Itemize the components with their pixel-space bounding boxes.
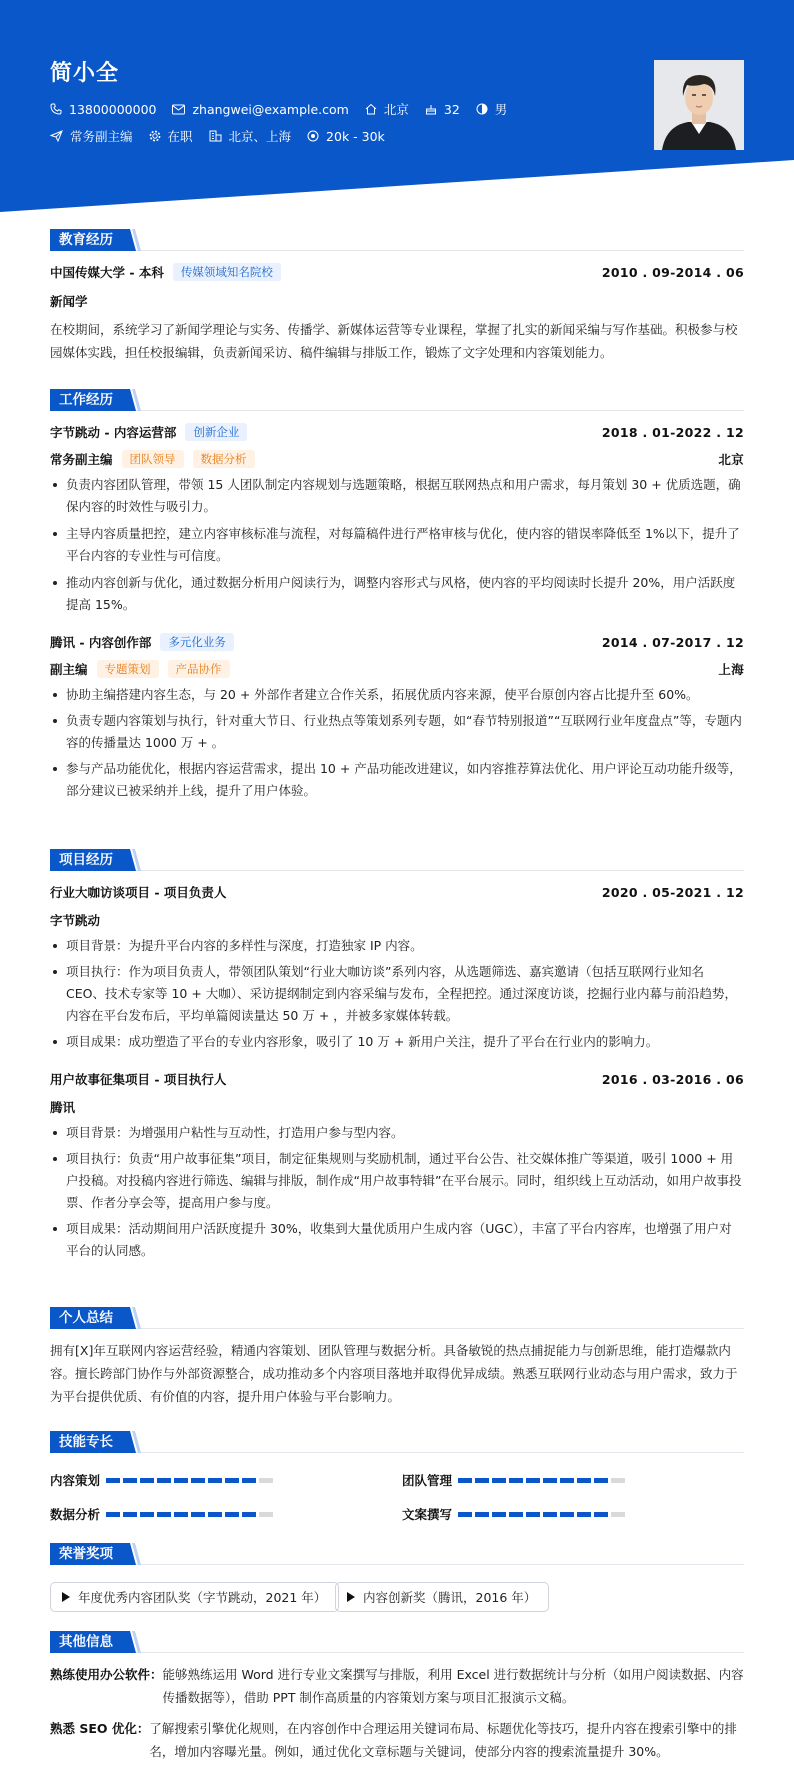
section-header [50,389,744,411]
entry-title [50,263,281,281]
skill-level-segment [577,1512,591,1517]
project-header [50,1070,744,1088]
section-title: 个人总结 [50,1307,122,1329]
email-item [172,102,348,117]
skill-level-segment [560,1512,574,1517]
age-text: 32 [443,101,460,117]
skill-name: 数据分析 [50,1507,101,1522]
skill-level-bar [106,1512,276,1517]
project-entry [50,1070,744,1262]
skill-name: 团队管理 [402,1473,453,1488]
skill-item [50,1505,276,1523]
other-section [50,1631,744,1763]
role-tag: 数据分析 [193,450,255,468]
skill-level-segment [242,1512,256,1517]
salary-text: 20k - 30k [326,128,385,144]
section-header [50,849,744,871]
skill-level-segment [208,1478,222,1483]
role-row [50,660,744,678]
send-icon [50,130,63,142]
skill-level-segment [492,1478,506,1483]
summary-text: 拥有[X]年互联网内容运营经验，精通内容策划、团队管理与数据分析。具备敏锐的热点捕捉能力与创新思维，能打造爆款内容。擅长跨部门协作与外部资源整合，成功推动多个内容项目落地并取得优异成绩。熟悉互联网行业动态与用户需求，致力于为平台提供优质、有价值的内容，提升用户体验与平台影响力。 [50,1343,738,1404]
skill-level-segment [225,1478,239,1483]
role-title [50,450,255,468]
section-header [50,1431,744,1453]
section-header [50,229,744,251]
list-item: 负责专题内容策划与执行，针对重大节日、行业热点等策划系列专题，如“春节特别报道”“互联网行业年度盘点”等，专题内容的传播量达 1000 万 + 。 [50,710,744,754]
candidate-name: 简小全 [50,61,120,86]
project-bullets [50,935,744,1053]
position-item [50,127,133,145]
skills-section [50,1431,744,1531]
triangle-icon [347,1592,355,1602]
skill-level-segment [492,1512,506,1517]
skill-level-segment [140,1512,154,1517]
list-item: 项目执行：负责“用户故事征集”项目，制定征集规则与奖励机制，通过平台公告、社交媒体推广等渠道，吸引 1000 + 用户投稿。对投稿内容进行筛选、编辑与排版，制作成“用户故事特辑”在平台展示。同时，组织线上互动活动，如用户故事投票、作者分享会等，提高用户参与度。 [50,1148,744,1214]
job-header [50,633,744,651]
skill-level-segment [611,1512,625,1517]
profile-photo [654,60,744,150]
resume-header [0,0,794,212]
other-text: 了解搜索引擎优化规则，在内容创作中合理运用关键词布局、标题优化等技巧，提升内容在搜索引擎中的排名，增加内容曝光量。例如，通过优化文章标题与关键词，使部分内容的搜索流量提升 30%。 [149,1721,737,1759]
skill-level-segment [157,1478,171,1483]
job-header [50,423,744,441]
city-text: 北京 [383,102,409,117]
section-divider [50,1564,744,1565]
school-name: 中国传媒大学 - 本科 [50,265,164,280]
honor-text: 内容创新奖（腾讯，2016 年） [363,1590,537,1605]
job-bullets [50,474,744,616]
job-bullets [50,684,744,802]
phone-text: 13800000000 [69,101,157,117]
honor-card [50,1582,339,1612]
skill-level-segment [157,1512,171,1517]
company-tag: 多元化业务 [160,633,234,651]
section-title: 荣誉奖项 [50,1543,122,1565]
list-item: 项目成果：活动期间用户活跃度提升 30%，收集到大量优质用户生成内容（UGC），丰富了平台内容库，也增强了用户对平台的认同感。 [50,1218,744,1262]
skill-level-segment [106,1512,120,1517]
cake-icon [425,103,437,115]
phone-item [50,102,156,117]
list-item: 推动内容创新与优化，通过数据分析用户阅读行为，调整内容形式与风格，使内容的平均阅读时长提升 20%，用户活跃度提高 15%。 [50,572,744,616]
project-org: 字节跳动 [50,913,101,928]
projects-section [50,849,744,1262]
project-entry [50,883,744,1053]
education-entry-header [50,263,744,281]
skill-level-segment [225,1512,239,1517]
role-tag: 团队领导 [122,450,184,468]
skill-item [402,1505,628,1523]
skill-level-segment [208,1512,222,1517]
education-description: 在校期间，系统学习了新闻学理论与实务、传播学、新媒体运营等专业课程，掌握了扎实的新闻采编与写作基础。积极参与校园媒体实践，担任校报编辑，负责新闻采访、稿件编辑与排版工作，锻炼了文字处理和内容策划能力。 [50,322,738,360]
section-title-tail [120,1543,142,1565]
list-item: 协助主编搭建内容生态，与 20 + 外部作者建立合作关系，拓展优质内容来源，使平台原创内容占比提升至 60%。 [50,684,744,706]
skill-level-segment [509,1512,523,1517]
skill-level-segment [259,1478,273,1483]
position-text: 常务副主编 [70,129,133,144]
skill-name: 内容策划 [50,1473,101,1488]
list-item: 项目成果：成功塑造了平台的专业内容形象，吸引了 10 万 + 新用户关注，提升了平台在行业内的影响力。 [50,1031,744,1053]
list-item: 负责内容团队管理，带领 15 人团队制定内容规划与选题策略，根据互联网热点和用户需求，每月策划 30 + 优质选题，确保内容的时效性与吸引力。 [50,474,744,518]
skill-level-segment [526,1512,540,1517]
role-title [50,660,230,678]
section-title: 教育经历 [50,229,122,251]
salary-item [307,129,385,144]
other-label: 熟练使用办公软件： [50,1667,163,1682]
summary-section [50,1307,744,1408]
job-intent-row [50,127,401,145]
company-name: 字节跳动 - 内容运营部 [50,425,177,440]
job-date: 2014 . 07-2017 . 12 [601,634,744,650]
section-title: 项目经历 [50,849,122,871]
section-title-tail [120,1307,142,1329]
major: 新闻学 [50,294,88,309]
skill-level-segment [123,1478,137,1483]
section-divider [50,870,744,871]
skill-level-segment [458,1512,472,1517]
list-item: 项目背景：为增强用户粘性与互动性，打造用户参与型内容。 [50,1122,744,1144]
project-org: 腾讯 [50,1100,76,1115]
skill-level-bar [458,1512,628,1517]
section-header [50,1543,744,1565]
school-tag: 传媒领域知名院校 [173,263,281,281]
job-entry [50,633,744,802]
work-section [50,389,744,802]
section-title-tail [120,849,142,871]
skill-level-segment [174,1478,188,1483]
skill-level-segment [594,1512,608,1517]
skill-level-segment [458,1478,472,1483]
section-title: 技能专长 [50,1431,122,1453]
role-row [50,450,744,468]
gender-icon [476,103,488,115]
skill-level-segment [560,1478,574,1483]
skill-level-segment [475,1512,489,1517]
age-item [425,102,460,117]
list-item: 参与产品功能优化，根据内容运营需求，提出 10 + 产品功能改进建议，如内容推荐算法优化、用户评论互动功能升级等，部分建议已被采纳并上线，提升了用户体验。 [50,758,744,802]
section-title: 工作经历 [50,389,122,411]
list-item: 主导内容质量把控，建立内容审核标准与流程，对每篇稿件进行严格审核与优化，使内容的错误率降低至 1%以下，提升了平台内容的专业性与可信度。 [50,523,744,567]
skill-level-segment [174,1512,188,1517]
target-city-item [209,127,292,145]
entry-title [50,423,247,441]
skill-level-segment [191,1512,205,1517]
job-entry [50,423,744,616]
company-name: 腾讯 - 内容创作部 [50,635,152,650]
skill-level-segment [526,1478,540,1483]
entry-title [50,633,234,651]
skill-level-segment [611,1478,625,1483]
skill-level-bar [106,1478,276,1483]
honor-text: 年度优秀内容团队奖（字节跳动，2021 年） [78,1590,327,1605]
section-divider [50,250,744,251]
section-divider [50,1452,744,1453]
role-name: 常务副主编 [50,452,113,467]
job-date: 2018 . 01-2022 . 12 [601,424,744,440]
gear-icon [149,130,161,142]
section-title: 其他信息 [50,1631,122,1653]
job-location: 北京 [718,452,744,467]
home-icon [365,103,377,115]
project-name: 行业大咖访谈项目 - 项目负责人 [50,885,227,900]
job-location: 上海 [718,662,744,677]
section-title-tail [120,389,142,411]
other-label: 熟悉 SEO 优化： [50,1721,150,1736]
skill-level-segment [543,1512,557,1517]
section-header [50,1631,744,1653]
section-header [50,1307,744,1329]
list-item: 项目背景：为提升平台内容的多样性与深度，打造独家 IP 内容。 [50,935,744,957]
skill-level-segment [594,1478,608,1483]
status-text: 在职 [167,129,193,144]
skill-level-segment [106,1478,120,1483]
skill-level-segment [191,1478,205,1483]
skill-level-segment [140,1478,154,1483]
role-tag: 产品协作 [168,660,230,678]
education-date: 2010 . 09-2014 . 06 [601,264,744,280]
skill-name: 文案撰写 [402,1507,453,1522]
role-name: 副主编 [50,662,88,677]
section-title-tail [120,1431,142,1453]
email-text: zhangwei@example.com [192,101,349,117]
salary-icon [307,130,319,142]
section-divider [50,410,744,411]
target-city-text: 北京、上海 [228,129,292,144]
triangle-icon [62,1592,70,1602]
skill-level-segment [242,1478,256,1483]
skill-level-bar [458,1478,628,1483]
skill-level-segment [577,1478,591,1483]
honor-card [335,1582,549,1612]
project-header [50,883,744,901]
email-icon [172,104,185,115]
skill-level-segment [509,1478,523,1483]
skill-item [402,1471,628,1489]
skill-level-segment [475,1478,489,1483]
project-date: 2016 . 03-2016 . 06 [601,1071,744,1087]
project-date: 2020 . 05-2021 . 12 [601,884,744,900]
contact-row [50,100,523,118]
section-title-tail [120,229,142,251]
avatar [654,60,744,150]
skill-level-segment [123,1512,137,1517]
building-icon [209,130,222,142]
section-divider [50,1328,744,1329]
gender-item [476,100,508,118]
role-tag: 专题策划 [97,660,159,678]
other-item [50,1663,744,1709]
honors-section [50,1543,744,1623]
section-title-tail [120,1631,142,1653]
gender-text: 男 [494,102,508,117]
skill-item [50,1471,276,1489]
section-divider [50,1652,744,1653]
skill-level-segment [259,1512,273,1517]
company-tag: 创新企业 [185,423,247,441]
list-item: 项目执行：作为项目负责人，带领团队策划“行业大咖访谈”系列内容，从选题筛选、嘉宾邀请（包括互联网行业知名 CEO、技术专家等 10 + 大咖）、采访提纲制定到内容采编与发布，全程把控。通过深度访谈，挖掘行业内幕与前沿趋势，内容在平台发布后，平均单篇阅读量达 50 万 + ，并被多家媒体转载。 [50,961,744,1027]
project-bullets [50,1122,744,1262]
other-item [50,1717,744,1763]
skill-level-segment [543,1478,557,1483]
phone-icon [50,103,62,115]
education-section [50,229,744,364]
other-text: 能够熟练运用 Word 进行专业文案撰写与排版，利用 Excel 进行数据统计与分析（如用户阅读数据、内容传播数据等），借助 PPT 制作高质量的内容策划方案与项目汇报演示文稿。 [162,1667,744,1705]
project-name: 用户故事征集项目 - 项目执行人 [50,1072,227,1087]
status-item [149,127,193,145]
city-item [365,100,409,118]
